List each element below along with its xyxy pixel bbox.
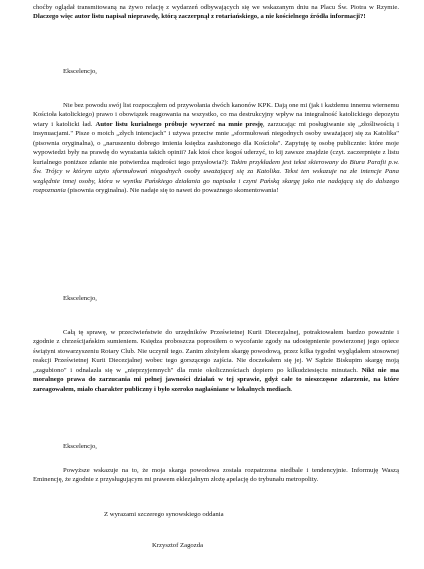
salutation-2: Ekscelencjo, — [63, 295, 97, 302]
paragraph-2-text-b: . — [290, 385, 293, 393]
closing-regards: Z wyrazami szczerego synowskiego oddania — [104, 511, 224, 518]
paragraph-3-text: Powyższe wskazuje na to, że moja skarga powodowa została rozpatrzona niedbale i tendencyjnie. Informuję Waszą Eminencję, że zgodnie z przysługującym mi prawem eklezjalnym złożę apelację do trybunału metropolity. — [33, 467, 399, 484]
paragraph-1-text-c: (pisownia oryginalna). Nie nadaje się to nawet do poważnego skomentowania! — [65, 187, 279, 195]
paragraph-1-text-a: Nie bez powodu swój list rozpocząłem od przywołania dwóch kanonów KPK. Dają one mi (jak i każdemu innemu wiernemu Kościoła katolickiego) prawo i obowiązek reagowania na wszystko, co ma destrukcyjny wpływ na integralność katolickiego depozytu wiary i katolicki ład. — [33, 102, 399, 128]
intro-bold-question: Dlaczego więc autor listu napisał nieprawdę, którą zaczerpnął z rotariańskiego, a nie kościelnego źródła informacji?! — [33, 13, 366, 21]
paragraph-1-bold: Autor listu kurialnego próbuje wywrzeć na mnie presję — [95, 120, 263, 128]
salutation-1: Ekscelencjo, — [63, 68, 97, 75]
salutation-3: Ekscelencjo, — [63, 443, 97, 450]
paragraph-2-text-a: Całą tę sprawę, w przeciwieństwie do urzędników Prześwietnej Kurii Diecezjalnej, potraktowałem bardzo poważnie i zgodnie z chrześcijańskim sumieniem. Księdza proboszcza poprosiłem o wycofanie zgody na udostępnienie powierzonej jego opiece świątyni stowarzyszeniu Rotary Club. Nie uczynił tego. Zanim złożyłem skargę powodową, przez kilka tygodni wyglądałem stosownej reakcji Prześwietnej Kurii Diecezjalnej wobec tego gorszącego zajścia. Nie doczekałem się jej. W Sądzie Biskupim skargę moją „zagubiono" i odnalazła się w „nieprzyjemnych" dla mnie okolicznościach dopiero po kilkudziesięciu minutach. — [33, 329, 399, 374]
paragraph-1-text-b: , zarzucając mi posługiwanie się „złośliwością i insynuacjami." Pisze o moich „złych intencjach" i używa przeciw mnie „sformułowań niegodnych osoby uważającej się za Katolika" (pisownia oryginalna), o „naruszeniu dobrego imienia księdza zasłużonego dla Kościoła". Zapytuję tę osobę publicznie: które moje wypowiedzi były na prawdę do wyrażania takich opinii? Jak ktoś chce kogoś uderzyć, to kij zawsze znajdzie (czyt. zaczerpnięte z listu kurialnego poniższe zdanie nie potwierdza mądrości tego przysłowia?): — [33, 120, 400, 166]
intro-text: choćby oglądał transmitowaną na żywo relację z wydarzeń odbywających się we wskazanym dniu na Placu Św. Piotra w Rzymie. — [33, 4, 399, 11]
intro-paragraph — [33, 3, 399, 22]
paragraph-1 — [33, 101, 399, 196]
paragraph-3 — [33, 466, 399, 485]
signature: Krzysztof Zagozda — [152, 542, 204, 549]
paragraph-1-quote: Takim przykładem jest tekst skierowany do Biura Parafii p.w. Św. Trójcy w którym użyto sformułowań niegodnych osoby uważającej się za Katolika. Tekst ten wskazuje na złe intencje Pana względnie innej osoby, która w wyniku Pańskiego działania go napisała i czyni Pańską skargę jako nie nadającą się do dalszego rozpoznania — [33, 158, 399, 195]
paragraph-2-bold: Nikt nie ma moralnego prawa do zarzucania mi pełnej jawności działań w tej sprawie, gdyż całe to nieszczęsne zdarzenie, na które zareagowałem, miało charakter publiczny i było szeroko nagłaśniane w lokalnych mediach — [33, 366, 399, 393]
paragraph-2 — [33, 328, 399, 394]
